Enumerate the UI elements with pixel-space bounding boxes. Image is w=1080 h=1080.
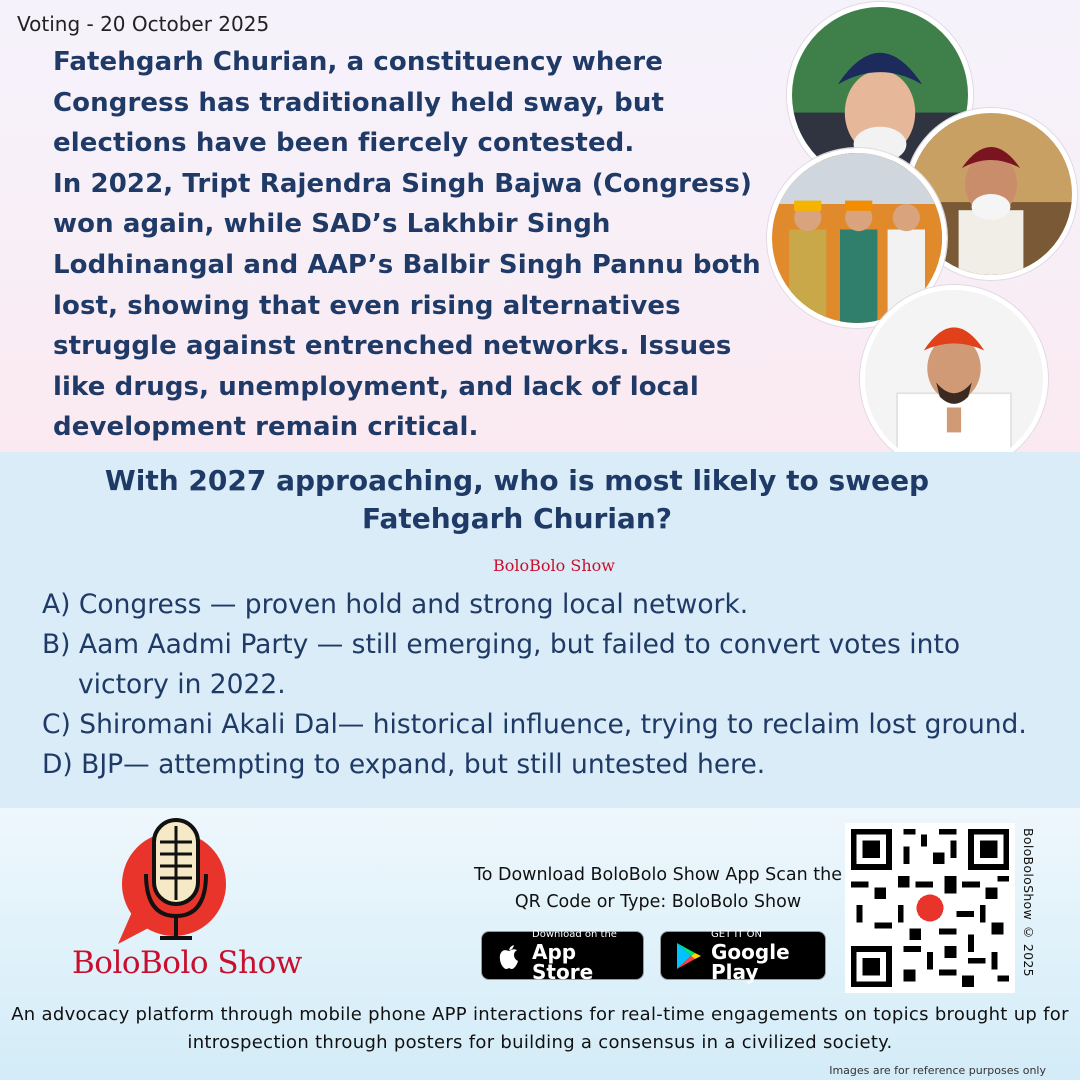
download-instructions: To Download BoloBolo Show App Scan the QR Code or Type: BoloBolo Show xyxy=(473,865,843,912)
intro-paragraph-2: In 2022, Tript Rajendra Singh Bajwa (Congress) won again, while SAD’s Lakhbir Singh Lodhinangal and AAP’s Balbir Singh Pannu both lost, showing that even rising alternatives struggle against entrenched networks. Issues like drugs, unemployment, and lack of local development remain critical. xyxy=(53,168,761,443)
poll-question-line-1: With 2027 approaching, who is most likely to sweep xyxy=(104,464,930,497)
poll-section xyxy=(0,452,1080,808)
brand-name: BoloBolo Show xyxy=(72,945,302,981)
poll-option-b[interactable]: B) Aam Aadmi Party — still emerging, but failed to convert votes into victory in 2022. xyxy=(42,629,961,700)
google-play-large-label: Google Play xyxy=(711,939,790,984)
app-store-small-label: Download on the xyxy=(532,928,617,940)
play-icon xyxy=(671,939,705,973)
brand-watermark: BoloBolo Show xyxy=(493,556,615,575)
google-play-small-label: GET IT ON xyxy=(711,928,762,940)
qr-code[interactable] xyxy=(845,823,1015,993)
candidate-photo-4 xyxy=(860,285,1048,473)
poll-option-a[interactable]: A) Congress — proven hold and strong local network. xyxy=(42,589,749,620)
app-store-large-label: App Store xyxy=(532,939,594,984)
footer-tagline: An advocacy platform through mobile phone APP interactions for real-time engagements on topics brought up for introspection through posters for building a consensus in a civilized society. xyxy=(11,1004,1069,1053)
apple-icon xyxy=(492,939,526,973)
poll-option-d[interactable]: D) BJP— attempting to expand, but still untested here. xyxy=(42,749,766,780)
footer xyxy=(0,808,1080,1080)
images-disclaimer: Images are for reference purposes only xyxy=(829,1064,1046,1077)
google-play-button[interactable] xyxy=(660,928,826,984)
microphone-logo-icon xyxy=(112,812,242,952)
copyright-vertical: BoloBoloShow © 2025 xyxy=(1021,828,1036,977)
intro-section xyxy=(0,0,1080,452)
poll-option-c[interactable]: C) Shiromani Akali Dal— historical influence, trying to reclaim lost ground. xyxy=(42,709,1027,740)
poll-question-line-2: Fatehgarh Churian? xyxy=(361,502,672,535)
intro-paragraph-1: Fatehgarh Churian, a constituency where Congress has traditionally held sway, but elections have been fiercely contested. xyxy=(53,47,664,159)
intro-text xyxy=(53,42,793,448)
poll-options xyxy=(42,585,1078,785)
date-label: Voting - 20 October 2025 xyxy=(17,12,270,36)
poll-question xyxy=(0,462,1034,538)
app-store-button[interactable] xyxy=(481,928,644,984)
